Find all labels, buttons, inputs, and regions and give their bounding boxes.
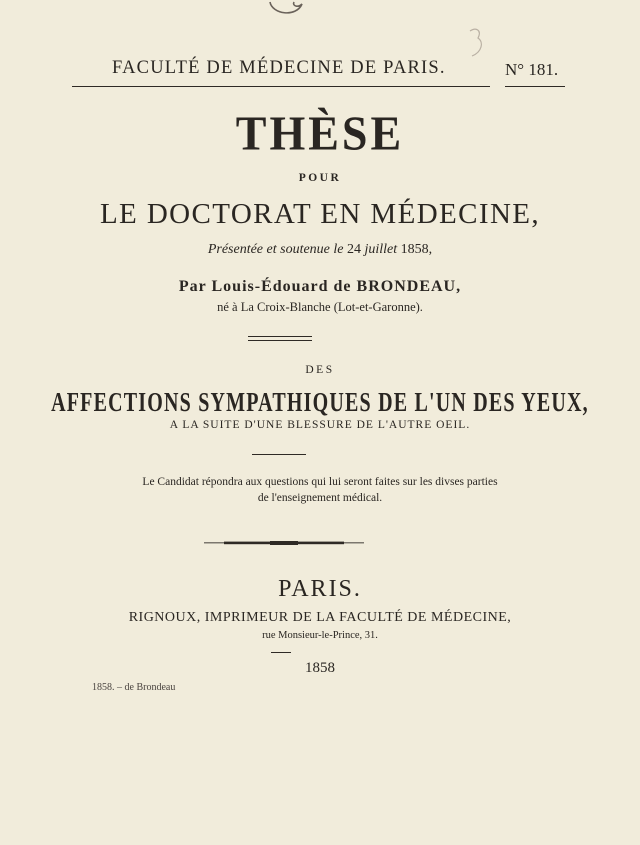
double-rule: [248, 336, 312, 341]
presentation-prefix: Présentée et soutenue le: [207, 242, 344, 257]
degree-heading: LE DOCTORAT EN MÉDECINE,: [99, 198, 541, 230]
imprint-year: 1858: [305, 660, 335, 676]
number-rule: [505, 86, 565, 87]
presentation-day: 24: [347, 242, 361, 257]
subject-title: AFFECTIONS SYMPATHIQUES DE L'UN DES YEUX,: [51, 388, 589, 418]
author-line: Par Louis-Édouard de BRONDEAU,: [178, 278, 462, 295]
thesis-heading: THÈSE: [235, 106, 405, 161]
imprint-printer: RIGNOUX, IMPRIMEUR DE LA FACULTÉ DE MÉDECINE,: [128, 610, 512, 625]
shelfmark-note: 1858. – de Brondeau: [92, 682, 176, 693]
header-rule: [72, 86, 490, 87]
faculty-header: FACULTÉ DE MÉDECINE DE PARIS.: [112, 58, 446, 78]
des-label: DES: [305, 364, 335, 376]
imprint-rule: [271, 652, 291, 653]
candidate-note: [0, 474, 640, 506]
library-stamp-icon: [268, 0, 304, 18]
presentation-month: juillet: [364, 242, 398, 257]
thesis-number: N° 181.: [505, 60, 559, 79]
pencil-annotation-icon: [466, 26, 486, 60]
pour-label: POUR: [298, 172, 342, 184]
presentation-year: 1858,: [400, 242, 433, 257]
author-birthplace: né à La Croix-Blanche (Lot-et-Garonne).: [217, 300, 423, 314]
ornamental-rule: [204, 541, 364, 545]
imprint-city: PARIS.: [278, 576, 362, 602]
subject-subtitle: A LA SUITE D'UNE BLESSURE DE L'AUTRE OEIL.: [169, 419, 471, 431]
section-rule: [252, 454, 306, 455]
imprint-address: rue Monsieur-le-Prince, 31.: [262, 630, 378, 641]
candidate-note-line: de l'enseignement médical.: [257, 492, 383, 504]
presentation-line: [0, 242, 640, 258]
candidate-note-line: Le Candidat répondra aux questions qui lui seront faites sur les divses parties: [142, 476, 498, 488]
